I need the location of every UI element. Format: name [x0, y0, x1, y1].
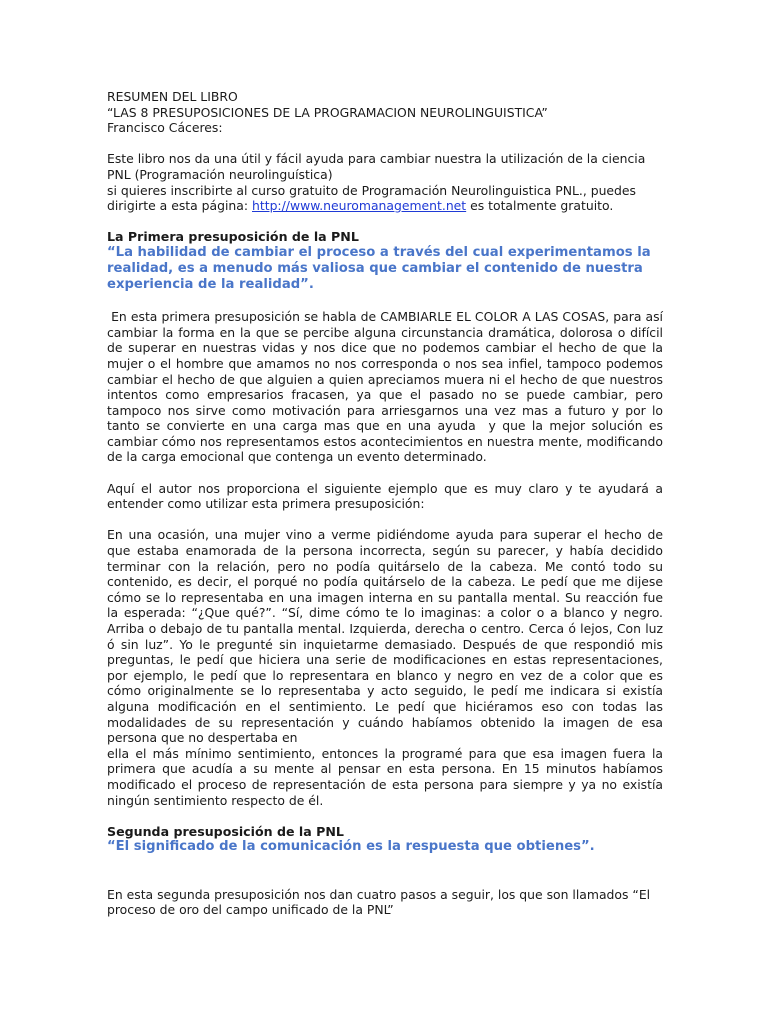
section-1-paragraph-3b: ella el más mínimo sentimiento, entonces la programé para que esa imagen fuera la primera que acudía a su mente al pensar en esta persona. En 15 minutos habíamos modificado el proceso de representación de esta persona para siempre y ya no existía ningún sentimiento respecto de él. — [107, 745, 663, 808]
section-1-paragraph-2: Aquí el autor nos proporciona el siguiente ejemplo que es muy claro y te ayudará a entender como utilizar esta primera presuposición: — [107, 480, 663, 512]
intro-text-1: Este libro nos da una útil y fácil ayuda para cambiar nuestra la utilización de la ciencia PNL (Programación neurolinguística) — [107, 151, 646, 182]
section-1-paragraph-3a: En una ocasión, una mujer vino a verme pidiéndome ayuda para superar el hecho de que estaba enamorada de la persona incorrecta, según su parecer, y había decidido terminar con la relación, pero no podía quitárselo de la cabeza. Me contó todo su contenido, es decir, el porqué no podía quitárselo de la cabeza. Le pedí que me dijese cómo se lo representaba en una imagen interna en su pantalla mental. Su reacción fue la esperada: “¿Que qué?”. “Sí, dime cómo te lo imaginas: a color o a blanco y negro. Arriba o debajo de tu pantalla mental. Izquierda, derecha o centro. Cerca ó lejos, Con luz ó sin luz”. Yo le pregunté sin inquietarme demasiado. Después de que respondió mis preguntas, le pedí que hiciera una serie de modificaciones en estas representaciones, por ejemplo, le pedí que lo representara en blanco y negro en vez de a color que es cómo originalmente se lo representaba y acto seguido, le pedí me indicara si existía alguna modificación en el sentimiento. Le pedí que hiciéramos eso con todas las modalidades de su representación y cuándo habíamos obtenido la imagen de esa persona que no despertaba en — [107, 527, 663, 746]
intro-text-2-after: es totalmente gratuito. — [466, 198, 614, 214]
header-line-1: RESUMEN DEL LIBRO — [107, 89, 238, 104]
header-line-3: Francisco Cáceres: — [107, 120, 223, 136]
section-1-paragraph-1: En esta primera presuposición se habla de CAMBIARLE EL COLOR A LAS COSAS, para así cambiar la forma en la que se percibe alguna circunstancia dramática, dolorosa o difícil de superar en nuestras vidas y nos dice que no podemos cambiar el hecho de que la mujer o el hombre que amamos no nos corresponda o nos sea infiel, tampoco podemos cambiar el hecho de que alguien a quien apreciamos muera ni el hecho de que nuestros intentos como empresarios fracasen, ya que el pasado no se puede cambiar, pero tampoco nos sirve como motivación para arriesgarnos una vez mas a futuro y por lo tanto se convierte en una carga mas que en una ayuda y que la mejor solución es cambiar cómo nos representamos estos acontecimientos en nuestra mente, modificando de la carga emocional que contenga un evento determinado. — [107, 309, 667, 465]
section-2-quote: “El significado de la comunicación es la respuesta que obtienes”. — [107, 839, 595, 855]
intro-text-2 — [107, 183, 663, 214]
header-line-2: “LAS 8 PRESUPOSICIONES DE LA PROGRAMACION NEUROLINGUISTICA” — [107, 104, 548, 120]
section-1-quote: “La habilidad de cambiar el proceso a través del cual experimentamos la realidad, es a menudo más valiosa que cambiar el contenido de nuestra experiencia de la realidad”. — [107, 244, 651, 293]
intro — [107, 151, 663, 213]
neuromanagement-link[interactable]: http://www.neuromanagement.net — [252, 198, 467, 214]
document-header — [107, 89, 663, 136]
section-2-title: Segunda presuposición de la PNL — [107, 823, 344, 839]
section-1 — [107, 229, 667, 808]
section-1-title: La Primera presuposición de la PNL — [107, 229, 359, 245]
section-2 — [107, 824, 663, 918]
section-2-paragraph-1: En esta segunda presuposición nos dan cuatro pasos a seguir, los que son llamados “El proceso de oro del campo unificado de la PNL” — [107, 886, 651, 918]
intro-text-2-before: si quieres inscribirte al curso gratuito de Programación Neurolinguistica PNL., puedes dirigirte a esta página: — [107, 182, 636, 214]
document-page — [107, 89, 667, 918]
